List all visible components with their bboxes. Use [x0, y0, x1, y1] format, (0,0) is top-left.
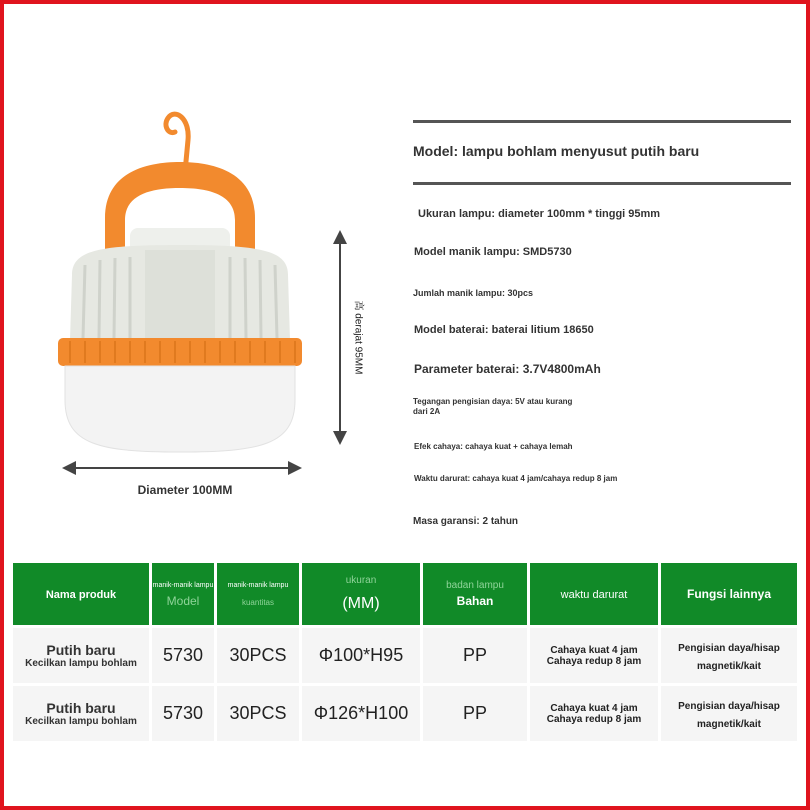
- diameter-dimension-arrow: [62, 458, 302, 478]
- cell-function: Pengisian daya/hisap magnetik/kait: [661, 686, 797, 741]
- spec-bead-model: Model manik lampu: SMD5730: [414, 246, 572, 258]
- cell-name: Putih baru Kecilkan lampu bohlam: [13, 628, 149, 683]
- cell-function: Pengisian daya/hisap magnetik/kait: [661, 628, 797, 683]
- cell-material: PP: [423, 628, 527, 683]
- cell-material: PP: [423, 686, 527, 741]
- cell-size: Φ100*H95: [302, 628, 420, 683]
- table-row: [13, 628, 797, 683]
- spec-size: Ukuran lampu: diameter 100mm * tinggi 95mm: [418, 208, 661, 220]
- header-function: Fungsi lainnya: [661, 563, 797, 625]
- cell-name: Putih baru Kecilkan lampu bohlam: [13, 686, 149, 741]
- product-spec-table: [10, 560, 800, 744]
- spec-warranty: Masa garansi: 2 tahun: [413, 516, 519, 527]
- table-row: [13, 686, 797, 741]
- cell-emergency: Cahaya kuat 4 jam Cahaya redup 8 jam: [530, 628, 658, 683]
- cell-model: 5730: [152, 686, 214, 741]
- table-header-row: [13, 563, 797, 625]
- cell-emergency: Cahaya kuat 4 jam Cahaya redup 8 jam: [530, 686, 658, 741]
- spec-light-effect: Efek cahaya: cahaya kuat + cahaya lemah: [414, 442, 573, 451]
- top-divider: [413, 120, 791, 123]
- header-size: ukuran (MM): [302, 563, 420, 625]
- diameter-dimension-label: Diameter 100MM: [137, 483, 233, 497]
- spec-charge-voltage: Tegangan pengisian daya: 5V atau kurang dari 2A: [413, 397, 573, 416]
- model-divider: [413, 182, 791, 185]
- header-model: manik-manik lampu Model: [152, 563, 214, 625]
- height-dimension-arrow: [325, 230, 355, 445]
- cell-size: Φ126*H100: [302, 686, 420, 741]
- header-emergency: waktu darurat: [530, 563, 658, 625]
- model-title: Model: lampu bohlam menyusut putih baru: [413, 143, 700, 159]
- spec-battery-param: Parameter baterai: 3.7V4800mAh: [414, 362, 601, 376]
- cell-qty: 30PCS: [217, 686, 299, 741]
- cell-model: 5730: [152, 628, 214, 683]
- header-name: Nama produk: [13, 563, 149, 625]
- lamp-bulb-illustration: [50, 100, 310, 470]
- spec-emergency-time: Waktu darurat: cahaya kuat 4 jam/cahaya redup 8 jam: [414, 474, 618, 483]
- spec-bead-count: Jumlah manik lampu: 30pcs: [413, 288, 534, 298]
- spec-battery-model: Model baterai: baterai litium 18650: [414, 324, 594, 336]
- cell-qty: 30PCS: [217, 628, 299, 683]
- header-material: badan lampu Bahan: [423, 563, 527, 625]
- header-qty: manik-manik lampu kuantitas: [217, 563, 299, 625]
- height-dimension-label: 高 derajat 95MM: [352, 300, 364, 375]
